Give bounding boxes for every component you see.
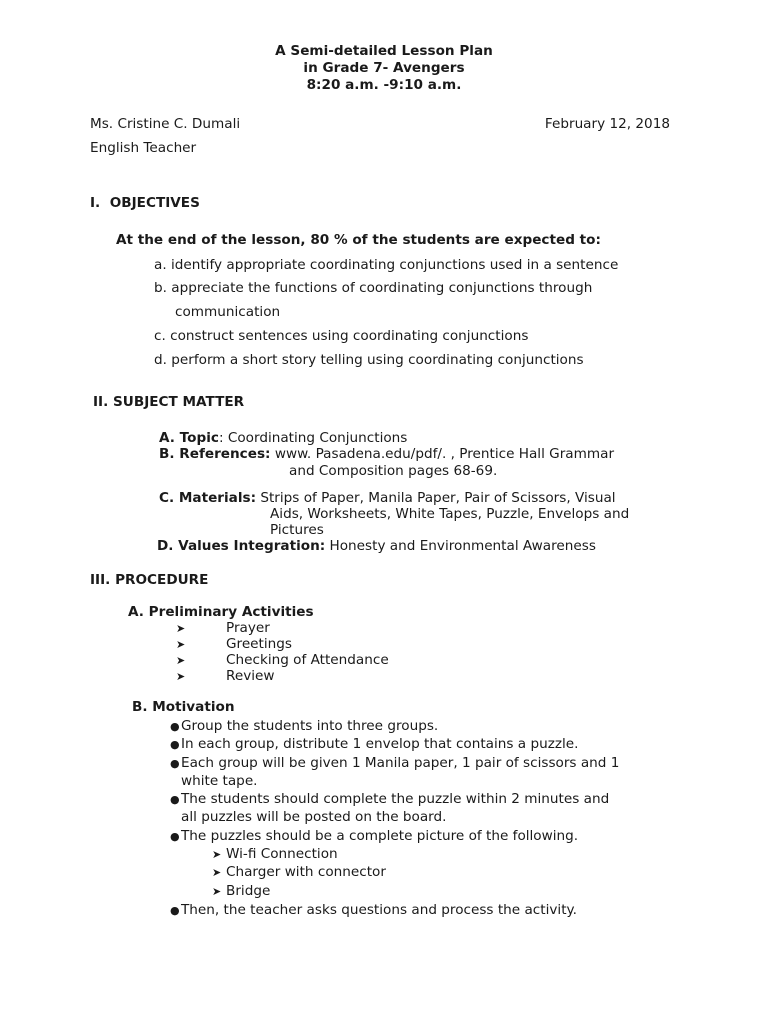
bullet-dot-icon: ● — [170, 720, 180, 733]
motivation-heading: B. Motivation — [132, 699, 235, 715]
motivation-item-continuation: all puzzles will be posted on the board. — [181, 809, 447, 825]
bullet-dot-icon: ● — [170, 757, 180, 770]
references-label: B. References: — [159, 446, 271, 462]
preliminary-item: Checking of Attendance — [226, 652, 389, 668]
materials-value-1: Strips of Paper, Manila Paper, Pair of Scissors, Visual — [260, 490, 616, 506]
preliminary-item: Prayer — [226, 620, 270, 636]
objective-item: c. construct sentences using coordinating conjunctions — [154, 328, 529, 344]
arrow-bullet-icon: ➤ — [176, 638, 186, 651]
doc-title-line-1: A Semi-detailed Lesson Plan — [275, 43, 493, 59]
motivation-item: Group the students into three groups. — [181, 718, 439, 734]
doc-title-line-3: 8:20 a.m. -9:10 a.m. — [306, 77, 462, 93]
preliminary-item: Review — [226, 668, 275, 684]
teacher-name: Ms. Cristine C. Dumali — [90, 116, 241, 132]
puzzle-picture-item: Bridge — [226, 883, 271, 899]
motivation-item: In each group, distribute 1 envelop that contains a puzzle. — [181, 736, 579, 752]
materials-value-3: Pictures — [270, 522, 324, 538]
objective-item-continuation: communication — [175, 304, 281, 320]
materials-label: C. Materials: — [159, 490, 257, 506]
arrow-bullet-icon: ➤ — [176, 670, 186, 683]
bullet-dot-icon: ● — [170, 738, 180, 751]
arrow-bullet-icon: ➤ — [212, 885, 222, 898]
motivation-item-continuation: white tape. — [181, 773, 258, 789]
arrow-bullet-icon: ➤ — [176, 654, 186, 667]
motivation-item: Each group will be given 1 Manila paper, 1 pair of scissors and 1 — [181, 755, 620, 771]
values-label: D. Values Integration: — [157, 538, 326, 554]
arrow-bullet-icon: ➤ — [212, 866, 222, 879]
section-procedure-heading: III. PROCEDURE — [90, 572, 209, 588]
motivation-item: The students should complete the puzzle within 2 minutes and — [181, 791, 610, 807]
teacher-role: English Teacher — [90, 140, 197, 156]
section-subject-matter-heading: II. SUBJECT MATTER — [93, 394, 245, 410]
topic-label: A. Topic — [159, 430, 219, 446]
values-value: Honesty and Environmental Awareness — [329, 538, 596, 554]
references-value-1: www. Pasadena.edu/pdf/. , Prentice Hall Grammar — [274, 446, 615, 462]
references-row — [159, 446, 614, 463]
materials-value-2: Aids, Worksheets, White Tapes, Puzzle, Envelops and — [270, 506, 630, 522]
motivation-item: The puzzles should be a complete picture of the following. — [181, 828, 579, 844]
topic-row — [159, 430, 407, 447]
bullet-dot-icon: ● — [170, 793, 180, 806]
puzzle-picture-item: Wi-fi Connection — [226, 846, 338, 862]
preliminary-activities-heading: A. Preliminary Activities — [128, 604, 314, 620]
puzzle-picture-item: Charger with connector — [226, 864, 386, 880]
materials-row — [159, 490, 616, 507]
objective-item: a. identify appropriate coordinating conjunctions used in a sentence — [154, 257, 619, 273]
references-value-2: and Composition pages 68-69. — [289, 463, 498, 479]
objectives-intro: At the end of the lesson, 80 % of the students are expected to: — [116, 232, 601, 248]
section-title: OBJECTIVES — [109, 195, 200, 211]
objective-item: b. appreciate the functions of coordinating conjunctions through — [154, 280, 593, 296]
preliminary-item: Greetings — [226, 636, 292, 652]
doc-title-line-2: in Grade 7- Avengers — [303, 60, 465, 76]
lesson-date: February 12, 2018 — [544, 116, 670, 132]
arrow-bullet-icon: ➤ — [212, 848, 222, 861]
topic-value: : Coordinating Conjunctions — [218, 430, 408, 446]
values-row — [157, 538, 596, 555]
bullet-dot-icon: ● — [170, 830, 180, 843]
bullet-dot-icon: ● — [170, 904, 180, 917]
objective-item: d. perform a short story telling using coordinating conjunctions — [154, 352, 584, 368]
section-number: I. — [90, 195, 101, 211]
arrow-bullet-icon: ➤ — [176, 622, 186, 635]
section-objectives-heading — [90, 195, 200, 212]
motivation-item: Then, the teacher asks questions and process the activity. — [181, 902, 577, 918]
